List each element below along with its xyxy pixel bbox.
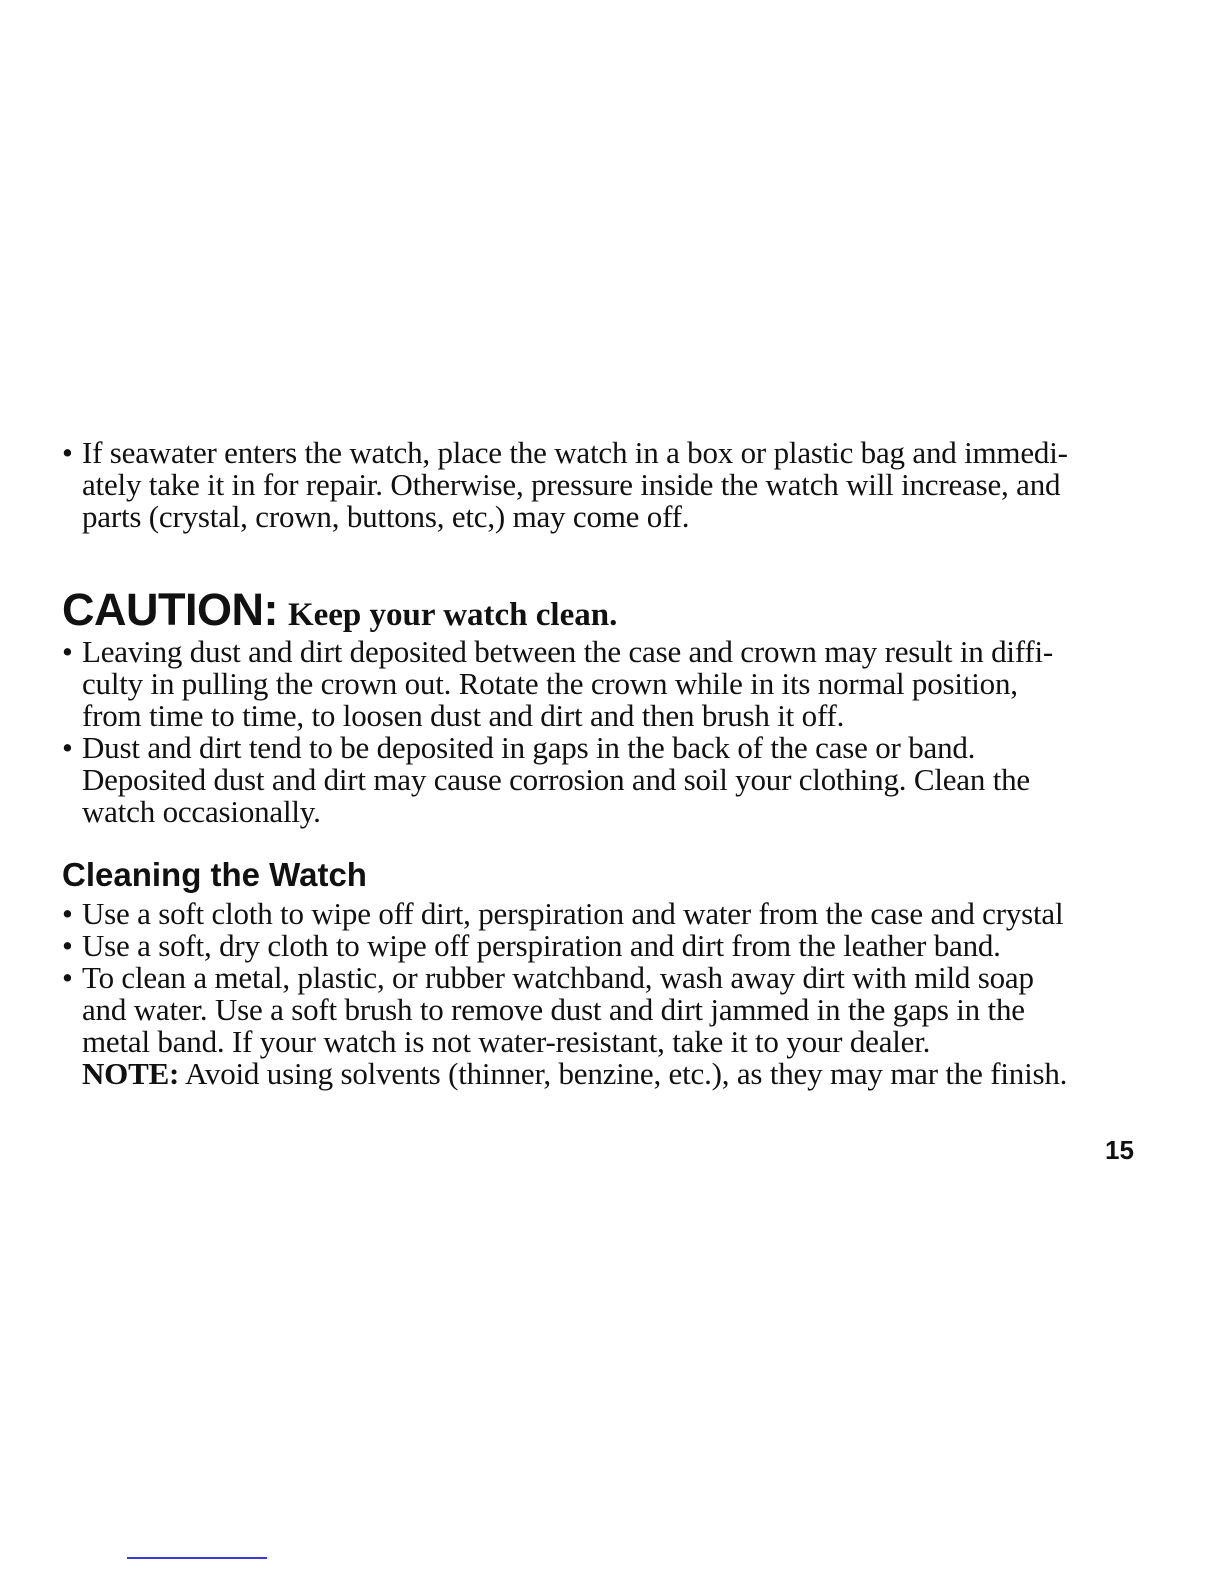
line-text: Use a soft cloth to wipe off dirt, perspiration and water from the case and crystal	[82, 896, 1064, 931]
bullet-icon: •	[62, 435, 73, 470]
bullet-icon: •	[62, 928, 73, 963]
line-text: To clean a metal, plastic, or rubber watchband, wash away dirt with mild soap	[82, 960, 1034, 995]
line-text: culty in pulling the crown out. Rotate the crown while in its normal position,	[82, 666, 1018, 701]
cleaning-list	[62, 898, 1122, 1090]
list-item	[62, 437, 1122, 469]
line-text: metal band. If your watch is not water-resistant, take it to your dealer.	[82, 1024, 931, 1059]
list-item	[62, 636, 1122, 732]
line-text: Dust and dirt tend to be deposited in gaps in the back of the case or band.	[82, 730, 976, 765]
bullet-icon: •	[62, 634, 73, 669]
line-text: If seawater enters the watch, place the watch in a box or plastic bag and immedi-	[82, 435, 1068, 470]
seawater-warning	[62, 437, 1122, 533]
list-item	[62, 732, 1122, 828]
footer-rule	[127, 1557, 267, 1559]
line-text: Use a soft, dry cloth to wipe off perspiration and dirt from the leather band.	[82, 928, 1001, 963]
caution-list	[62, 636, 1122, 828]
caution-label: CAUTION:	[62, 584, 278, 635]
bullet-icon: •	[62, 896, 73, 931]
list-item	[62, 962, 1122, 1090]
note-label: NOTE:	[82, 1056, 180, 1091]
bullet-icon: •	[62, 960, 73, 995]
cleaning-heading: Cleaning the Watch	[62, 856, 367, 893]
line-text: parts (crystal, crown, buttons, etc,) may come off.	[82, 499, 690, 534]
line-text: and water. Use a soft brush to remove dust and dirt jammed in the gaps in the	[82, 992, 1025, 1027]
line-text: Leaving dust and dirt deposited between the case and crown may result in diffi-	[82, 634, 1054, 669]
line-text: from time to time, to loosen dust and dirt and then brush it off.	[82, 698, 845, 733]
note-text: Avoid using solvents (thinner, benzine, etc.), as they may mar the finish.	[185, 1056, 1068, 1091]
line-text: Deposited dust and dirt may cause corrosion and soil your clothing. Clean the	[82, 762, 1030, 797]
caution-title: Keep your watch clean.	[287, 597, 618, 633]
list-item	[62, 930, 1122, 962]
line-text: watch occasionally.	[82, 794, 321, 829]
line-text: ately take it in for repair. Otherwise, pressure inside the watch will increase, and	[82, 467, 1061, 502]
bullet-icon: •	[62, 730, 73, 765]
page-number: 15	[1105, 1135, 1134, 1165]
note	[62, 1058, 1122, 1090]
caution-heading	[62, 584, 617, 636]
list-item	[62, 898, 1122, 930]
